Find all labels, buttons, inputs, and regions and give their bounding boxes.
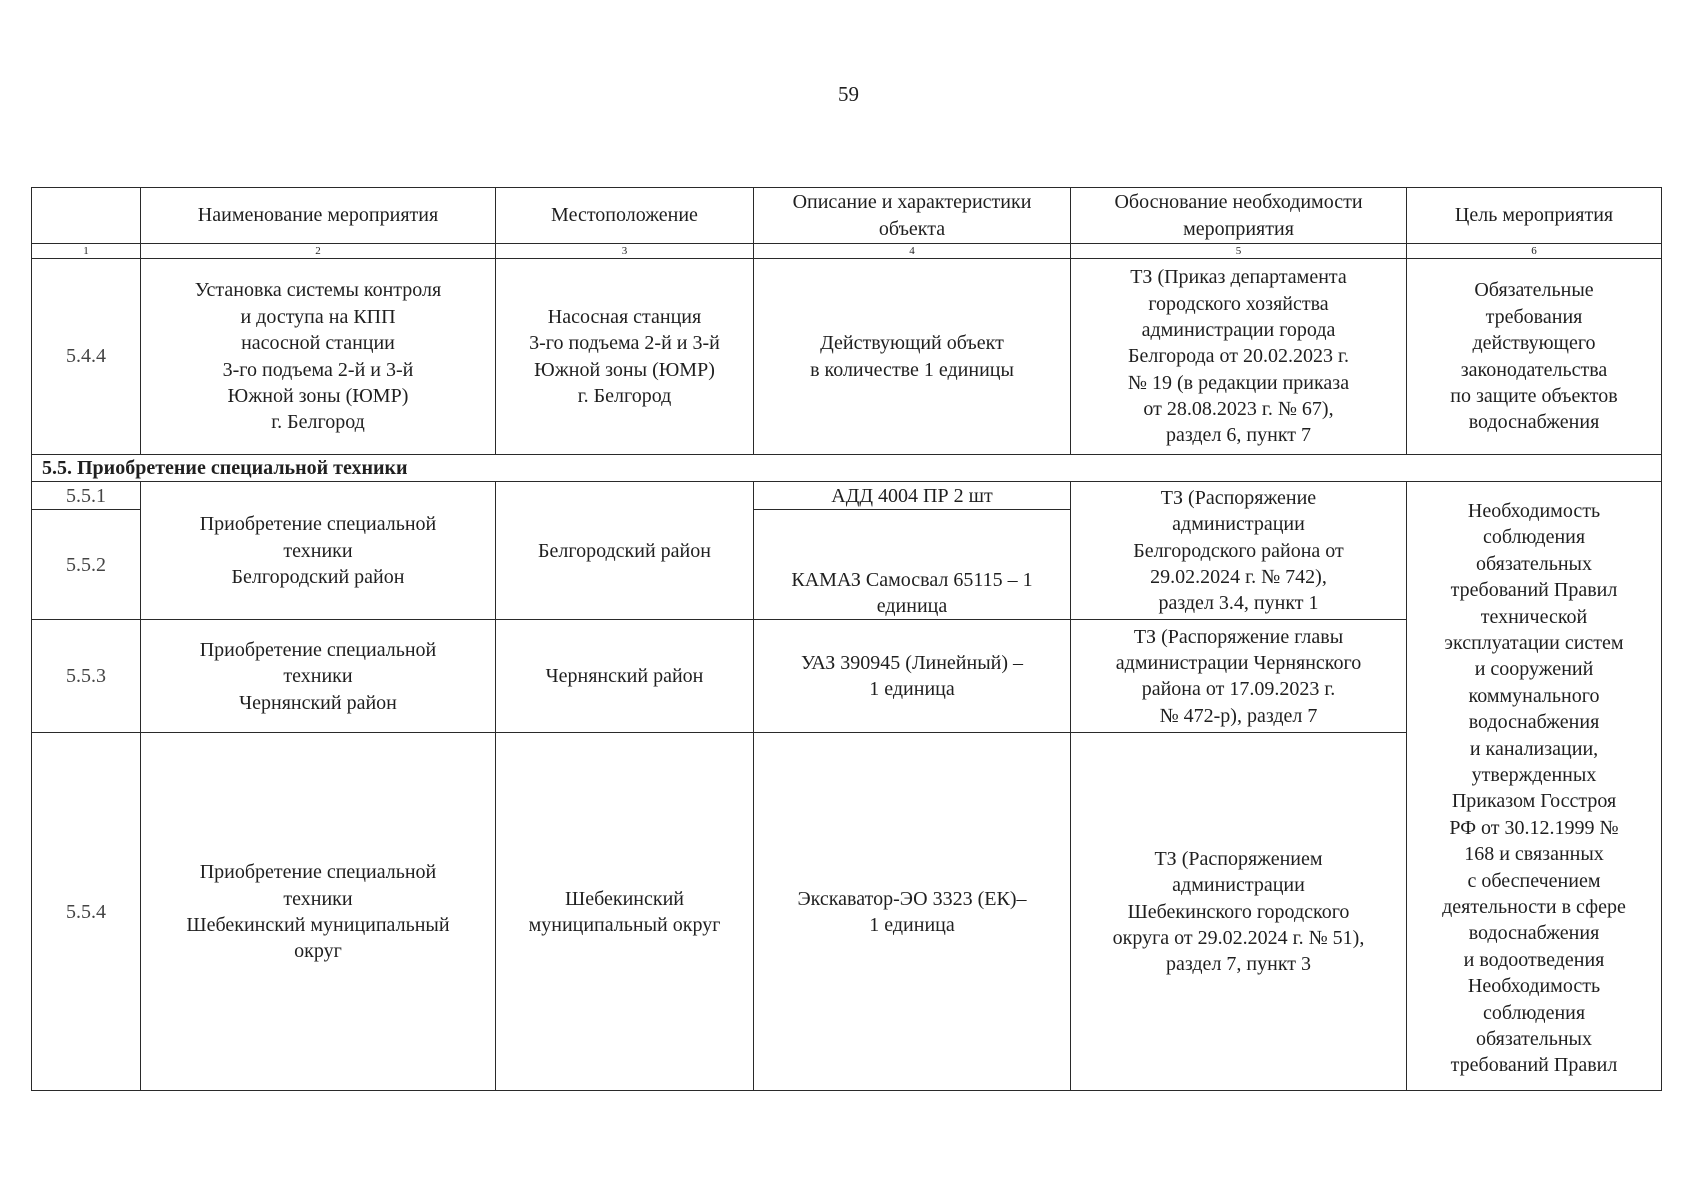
measure-location: Шебекинский муниципальный округ	[496, 733, 754, 1091]
measure-name: Приобретение специальной техники Белгородский район	[141, 482, 496, 620]
measure-description: АДД 4004 ПР 2 шт	[754, 482, 1071, 510]
row-number: 5.5.2	[32, 510, 141, 620]
measure-description: Экскаватор-ЭО 3323 (ЕК)– 1 единица	[754, 733, 1071, 1091]
page-number: 59	[838, 82, 859, 106]
measure-justification: ТЗ (Распоряжением администрации Шебекинского городского округа от 29.02.2024 г. № 51), раздел 7, пункт 3	[1071, 733, 1407, 1091]
measure-justification: ТЗ (Приказ департамента городского хозяйства администрации города Белгорода от 20.02.2023 г. № 19 (в редакции приказа от 28.08.2023 г. № 67), раздел 6, пункт 7	[1071, 259, 1407, 455]
measure-name: Приобретение специальной техники Шебекинский муниципальный округ	[141, 733, 496, 1091]
measure-name: Установка системы контроля и доступа на КПП насосной станции 3-го подъема 2-й и 3-й Южной зоны (ЮМР) г. Белгород	[141, 259, 496, 455]
header-goal: Цель мероприятия	[1407, 188, 1662, 244]
header-justification: Обоснование необходимости мероприятия	[1071, 188, 1407, 244]
header-location: Местоположение	[496, 188, 754, 244]
header-row	[32, 188, 1662, 244]
header-description: Описание и характеристики объекта	[754, 188, 1071, 244]
measure-name: Приобретение специальной техники Чернянский район	[141, 620, 496, 733]
measure-goal: Необходимость соблюдения обязательных требований Правил технической эксплуатации систем и сооружений коммунального водоснабжения и канализации, утвержденных Приказом Госстроя РФ от 30.12.1999 № 168 и связанных с обеспечением деятельности в сфере водоснабжения и водоотведения Необходимость соблюдения обязательных требований Правил	[1407, 482, 1662, 1091]
table-row	[32, 259, 1662, 455]
column-number: 2	[141, 244, 496, 259]
measure-location: Белгородский район	[496, 482, 754, 620]
measure-justification: ТЗ (Распоряжение главы администрации Чернянского района от 17.09.2023 г. № 472-р), раздел 7	[1071, 620, 1407, 733]
row-number: 5.5.4	[32, 733, 141, 1091]
measure-location: Чернянский район	[496, 620, 754, 733]
measure-goal: Обязательные требования действующего законодательства по защите объектов водоснабжения	[1407, 259, 1662, 455]
measure-justification: ТЗ (Распоряжение администрации Белгородского района от 29.02.2024 г. № 742), раздел 3.4, пункт 1	[1071, 482, 1407, 620]
section-title: 5.5. Приобретение специальной техники	[32, 455, 1662, 482]
table-row	[32, 482, 1662, 510]
column-number: 6	[1407, 244, 1662, 259]
header-name: Наименование мероприятия	[141, 188, 496, 244]
measure-description: УАЗ 390945 (Линейный) – 1 единица	[754, 620, 1071, 733]
column-number: 3	[496, 244, 754, 259]
header-num	[32, 188, 141, 244]
column-number: 5	[1071, 244, 1407, 259]
section-row	[32, 455, 1662, 482]
column-number: 1	[32, 244, 141, 259]
measures-table	[31, 187, 1662, 1091]
column-number-row	[32, 244, 1662, 259]
row-number: 5.4.4	[32, 259, 141, 455]
column-number: 4	[754, 244, 1071, 259]
measure-description: КАМАЗ Самосвал 65115 – 1 единица	[754, 510, 1071, 620]
row-number: 5.5.1	[32, 482, 141, 510]
row-number: 5.5.3	[32, 620, 141, 733]
measure-description: Действующий объект в количестве 1 единицы	[754, 259, 1071, 455]
measure-location: Насосная станция 3-го подъема 2-й и 3-й Южной зоны (ЮМР) г. Белгород	[496, 259, 754, 455]
